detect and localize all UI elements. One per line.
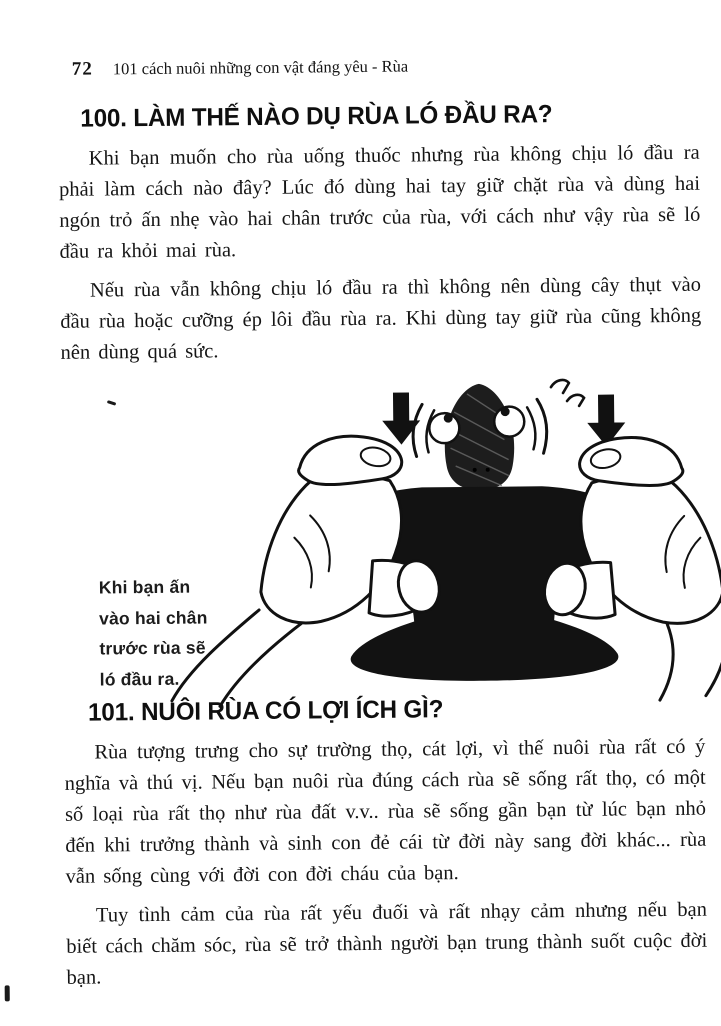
section-100-heading: 100. LÀM THẾ NÀO DỤ RÙA LÓ ĐẦU RA?: [80, 100, 553, 133]
turtle-nostril-right: [486, 468, 490, 472]
running-header: [72, 56, 409, 81]
paragraph: Rùa tượng trưng cho sự trường thọ, cát lợi, vì thế nuôi rùa rất có ý nghĩa và thú vị. Nếu bạn nuôi rùa đúng cách rùa sẽ sống rất thọ, có một số loại rùa rất thọ như rùa đất v.v.. rùa sẽ sống gần bạn từ lúc bạn nhỏ đến khi trưởng thành và sinh con đẻ cái từ đời này sang đời khác... rùa vẫn sống cùng với đời con đời cháu của bạn.: [64, 735, 707, 888]
page-number: 72: [71, 58, 93, 80]
scan-speck: [107, 400, 116, 406]
surprise-marks: [551, 380, 584, 406]
scan-edge-mark: [5, 985, 10, 1001]
running-title: 101 cách nuôi những con vật đáng yêu - Rùa: [112, 56, 409, 79]
paragraph: Khi bạn muốn cho rùa uống thuốc nhưng rùa không chịu ló đầu ra phải làm cách nào đây? Lúc đó dùng hai tay giữ chặt rùa và dùng hai ngón trỏ ấn nhẹ vào hai chân trước của rùa, với cách như vậy rùa sẽ ló đầu ra khỏi mai rùa.: [58, 141, 701, 263]
caption-line: trước rùa sẽ: [99, 637, 206, 659]
caption-line: vào hai chân: [99, 606, 208, 629]
section-100-body: [59, 138, 702, 369]
figure-caption: [99, 571, 275, 695]
turtle-pupil-right: [501, 407, 510, 416]
paragraph: Nếu rùa vẫn không chịu ló đầu ra thì không nên dùng cây thụt vào đầu rùa hoặc cưỡng ép lôi đầu rùa ra. Khi dùng tay giữ rùa cũng không nên dùng quá sức.: [60, 273, 702, 364]
section-101-body: [64, 732, 707, 994]
caption-line: ló đầu ra.: [99, 668, 180, 690]
turtle-pupil-left: [444, 414, 453, 423]
caption-line: Khi bạn ấn: [98, 576, 191, 598]
paragraph: Tuy tình cảm của rùa rất yếu đuối và rất nhạy cảm nhưng nếu bạn biết cách chăm sóc, rùa sẽ trở thành người bạn trung thành suốt cuộc đời bạn.: [66, 898, 708, 989]
turtle-nostril-left: [473, 468, 477, 472]
section-101-heading: 101. NUÔI RÙA CÓ LỢI ÍCH GÌ?: [87, 695, 444, 727]
